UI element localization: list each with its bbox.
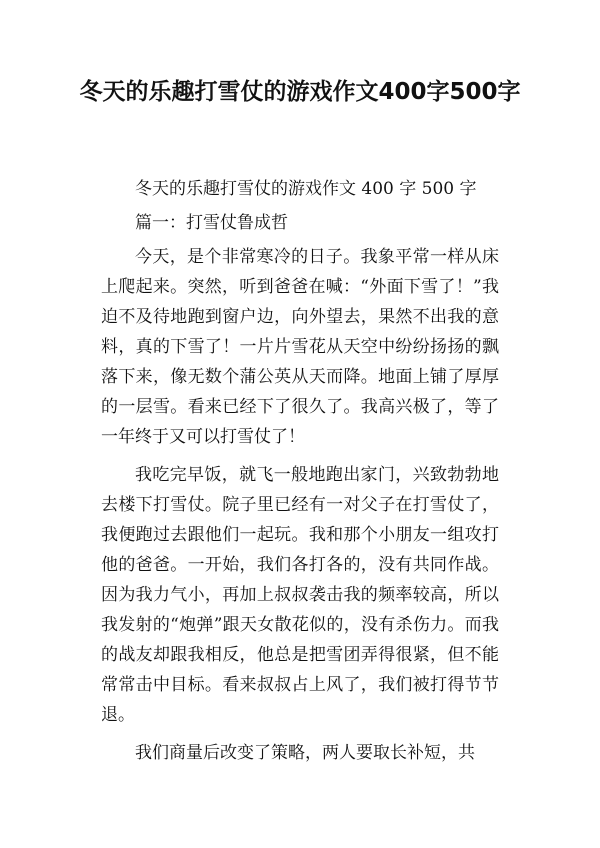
- document-title: 冬天的乐趣打雪仗的游戏作文400字500字: [79, 79, 521, 105]
- paragraph-2: 我吃完早饭，就飞一般地跑出家门，兴致勃勃地去楼下打雪仗。院子里已经有一对父子在打雪仗了，我便跑过去跟他们一起玩。我和那个小朋友一组攻打他的爸爸。一开始，我们各打各的，没有共同作战。因为我力气小，再加上叔叔袭击我的频率较高，所以我发射的“炮弹”跟天女散花似的，没有杀伤力。而我的战友却跟我相反，他总是把雪团弄得很紧，但不能常常击中目标。看来叔叔占上风了，我们被打得节节退。: [101, 465, 499, 725]
- paragraph-1: 今天，是个非常寒冷的日子。我象平常一样从床上爬起来。突然，听到爸爸在喊：“外面下雪了！”我迫不及待地跑到窗户边，向外望去，果然不出我的意料，真的下雪了！一片片雪花从天空中纷纷扬扬的飘落下来，像无数个蒲公英从天而降。地面上铺了厚厚的一层雪。看来已经下了很久了。我高兴极了，等了一年终于又可以打雪仗了！: [101, 247, 499, 447]
- document-subtitle: 冬天的乐趣打雪仗的游戏作文 400 字 500 字: [135, 179, 477, 199]
- section-heading: 篇一：打雪仗鲁成哲: [135, 213, 288, 233]
- document-body: [101, 174, 499, 776]
- paragraph-3: 我们商量后改变了策略，两人要取长补短，共: [135, 743, 475, 763]
